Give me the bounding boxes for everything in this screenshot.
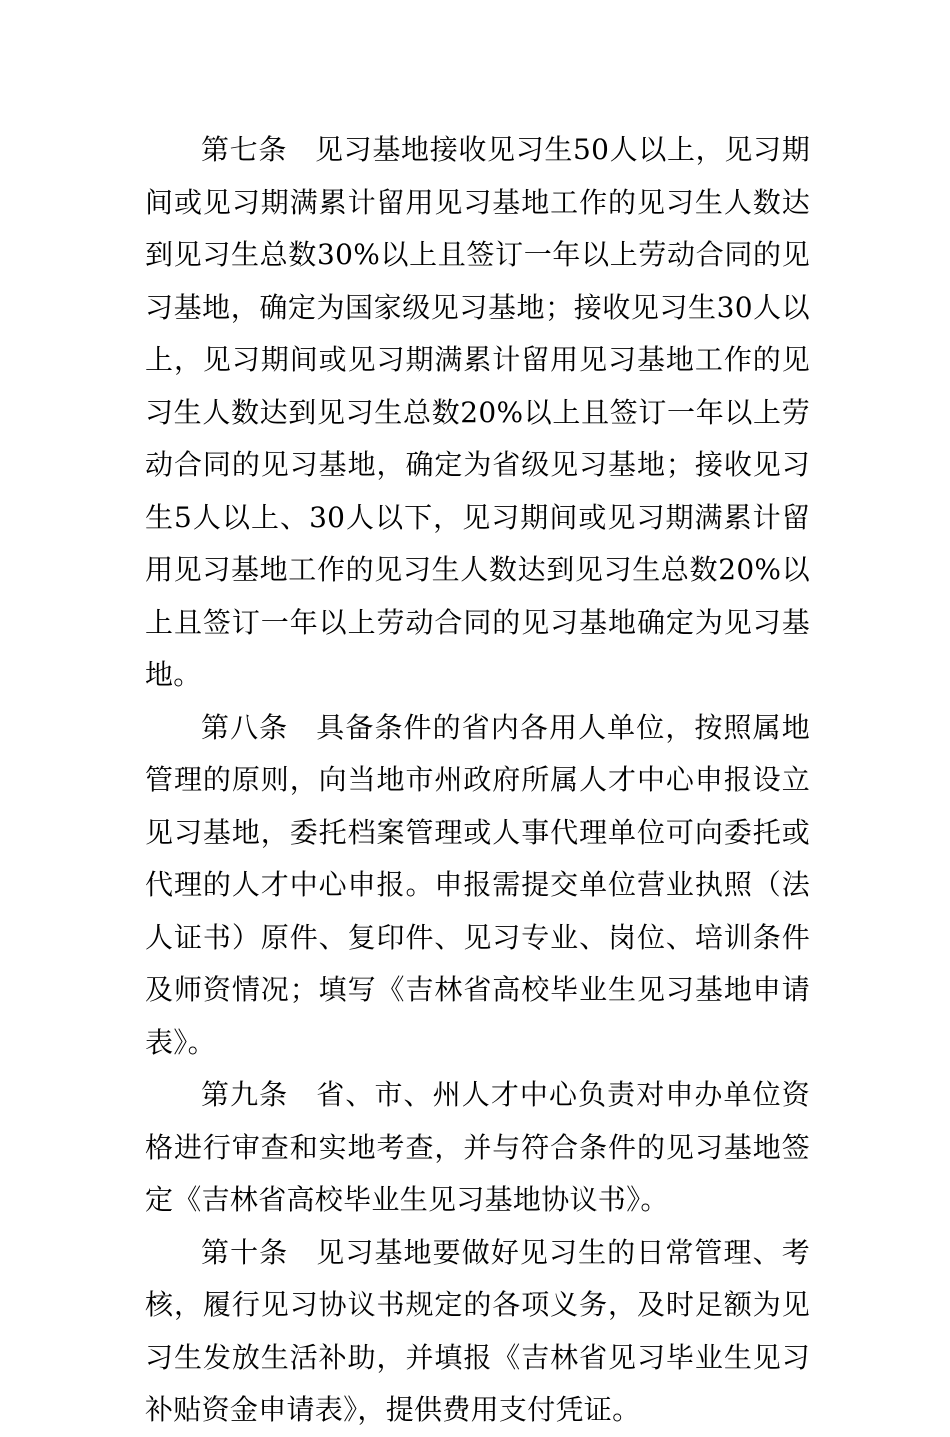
article-7 — [145, 124, 810, 702]
article-number: 第十条 — [201, 1235, 289, 1269]
article-text: 具备条件的省内各用人单位，按照属地管理的原则，向当地市州政府所属人才中心申报设立见习基地，委托档案管理或人事代理单位可向委托或代理的人才中心申报。申报需提交单位营业执照（法人证书）原件、复印件、见习专业、岗位、培训条件及师资情况；填写《吉林省高校毕业生见习基地申请表》。 — [145, 710, 811, 1059]
article-8 — [145, 702, 810, 1070]
article-text: 省、市、州人才中心负责对申办单位资格进行审查和实地考查，并与符合条件的见习基地签定《吉林省高校毕业生见习基地协议书》。 — [145, 1078, 811, 1216]
article-number: 第七条 — [201, 133, 288, 166]
article-9 — [145, 1069, 810, 1227]
article-10 — [145, 1227, 810, 1437]
article-number: 第九条 — [201, 1078, 289, 1111]
article-text: 见习基地接收见习生50人以上，见习期间或见习期满累计留用见习基地工作的见习生人数达到见习生总数30%以上且签订一年以上劳动合同的见习基地，确定为国家级见习基地；接收见习生30人以上，见习期间或见习期满累计留用见习基地工作的见习生人数达到见习生总数20%以上且签订一年以上劳动合同的见习基地，确定为省级见习基地；接收见习生5人以上、30人以下，见习期间或见习期满累计留用见习基地工作的见习生人数达到见习生总数20%以上且签订一年以上劳动合同的见习基地确定为见习基地。 — [145, 133, 810, 691]
article-text: 见习基地要做好见习生的日常管理、考核，履行见习协议书规定的各项义务，及时足额为见习生发放生活补助，并填报《吉林省见习毕业生见习补贴资金申请表》，提供费用支付凭证。 — [145, 1235, 811, 1426]
article-number: 第八条 — [201, 710, 289, 744]
document-page — [145, 124, 810, 1437]
